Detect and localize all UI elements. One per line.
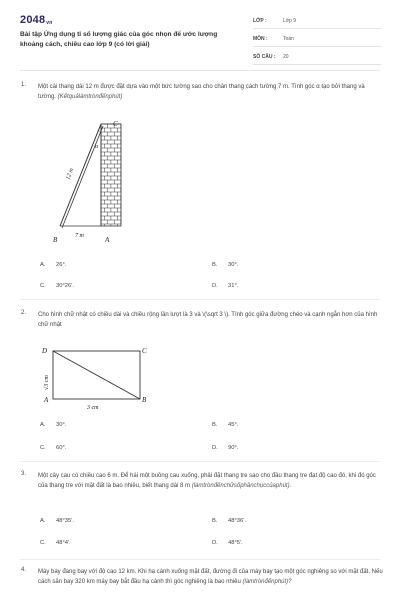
question-number: 3. bbox=[21, 471, 27, 477]
question-text: Một cây cau có chiều cao 6 m. Để hái một buồng cau xuống, phải đặt thang tre sao cho đầu thang tre đạt độ cao đó, khi đó góc của thang tre với mặt đất là bao nhiêu, biết thang dài 8 m (làmtrònđếnchữsốphầnchụccủaphút). bbox=[38, 473, 376, 489]
option-a[interactable]: A. 26°. bbox=[40, 262, 67, 268]
question-divider bbox=[20, 461, 380, 462]
point-d-label: D bbox=[42, 347, 48, 355]
question-text: Cho hình chữ nhật có chiều dài và chiều rộng lần lượt là 3 và \(\sqrt 3 \). Tính góc giữa đường chéo và cạnh ngắn hơn của hình chữ nhật bbox=[38, 312, 378, 328]
ladder-figure bbox=[45, 118, 135, 248]
meta-subject: MÔN : Toán bbox=[253, 32, 381, 47]
ladder-length-label: 12 m bbox=[65, 167, 76, 181]
meta-class: LỚP : Lớp 9 bbox=[253, 14, 381, 29]
question-divider bbox=[20, 559, 380, 560]
header-divider bbox=[20, 70, 380, 71]
option-a[interactable]: A. 30°. bbox=[40, 422, 67, 428]
worksheet-meta bbox=[253, 14, 381, 68]
option-d[interactable]: D. 48°5'. bbox=[212, 540, 243, 546]
point-a-label: A bbox=[105, 236, 110, 244]
option-b[interactable]: B. 30°. bbox=[212, 262, 239, 268]
point-c-label: C bbox=[113, 120, 118, 128]
question-text: Một cái thang dài 12 m được đặt dựa vào một bức tường sao cho chân thang cách tường 7 m. Tính góc α tạo bởi thang và tường. (Kếtquảlàmtrònđếnphút) bbox=[38, 84, 365, 100]
brick-wall bbox=[101, 124, 121, 226]
option-a[interactable]: A. 48°35'. bbox=[40, 518, 74, 524]
question-note: (Kếtquảlàmtrònđếnphút) bbox=[57, 94, 123, 100]
question-text: Máy bay đang bay với độ cao 12 km. Khi hạ cánh xuống mặt đất, đường đi của máy bay tạo một góc nghiêng so với mặt đất. Nếu cách sân bay 320 km máy bay bắt đầu hạ cánh thì góc nghiêng là bao nhiêu (làmtrònđếnphút)? bbox=[38, 569, 383, 585]
point-b-label: B bbox=[142, 396, 147, 404]
option-c[interactable]: C. 60°. bbox=[40, 445, 67, 451]
rectangle-figure bbox=[35, 344, 160, 414]
option-c[interactable]: C. 48°4'. bbox=[40, 540, 71, 546]
option-b[interactable]: B. 48°36'. bbox=[212, 518, 246, 524]
option-d[interactable]: D. 31°. bbox=[212, 283, 239, 289]
logo-suffix: vn bbox=[46, 20, 53, 26]
point-b-label: B bbox=[53, 236, 58, 244]
question-number: 4. bbox=[21, 567, 27, 573]
point-a-label: A bbox=[44, 396, 49, 404]
meta-count: SỐ CÂU : 20 bbox=[253, 50, 381, 65]
site-logo[interactable]: 2048vn bbox=[20, 14, 53, 26]
question-note: (làmtrònđếnchữsốphầnchụccủaphút). bbox=[191, 483, 292, 489]
question-number: 1. bbox=[21, 82, 27, 88]
worksheet-title: Bài tập Ứng dụng tỉ số lượng giác của góc nhọn để ước lượng khoảng cách, chiều cao lớp 9 (có lời giải) bbox=[20, 31, 218, 48]
width-label: 3 cm bbox=[87, 405, 99, 411]
question-number: 2. bbox=[21, 310, 27, 316]
option-b[interactable]: B. 45°. bbox=[212, 422, 239, 428]
question-divider bbox=[20, 299, 380, 300]
worksheet-header bbox=[0, 0, 400, 66]
alpha-label: α bbox=[95, 144, 99, 150]
question-note: (làmtrònđếnphút)? bbox=[242, 579, 292, 585]
point-c-label: C bbox=[142, 347, 147, 355]
option-d[interactable]: D. 90°. bbox=[212, 445, 239, 451]
option-c[interactable]: C. 30°26'. bbox=[40, 283, 74, 289]
height-label: √3 cm bbox=[44, 375, 50, 390]
base-length-label: 7 m bbox=[75, 233, 84, 239]
